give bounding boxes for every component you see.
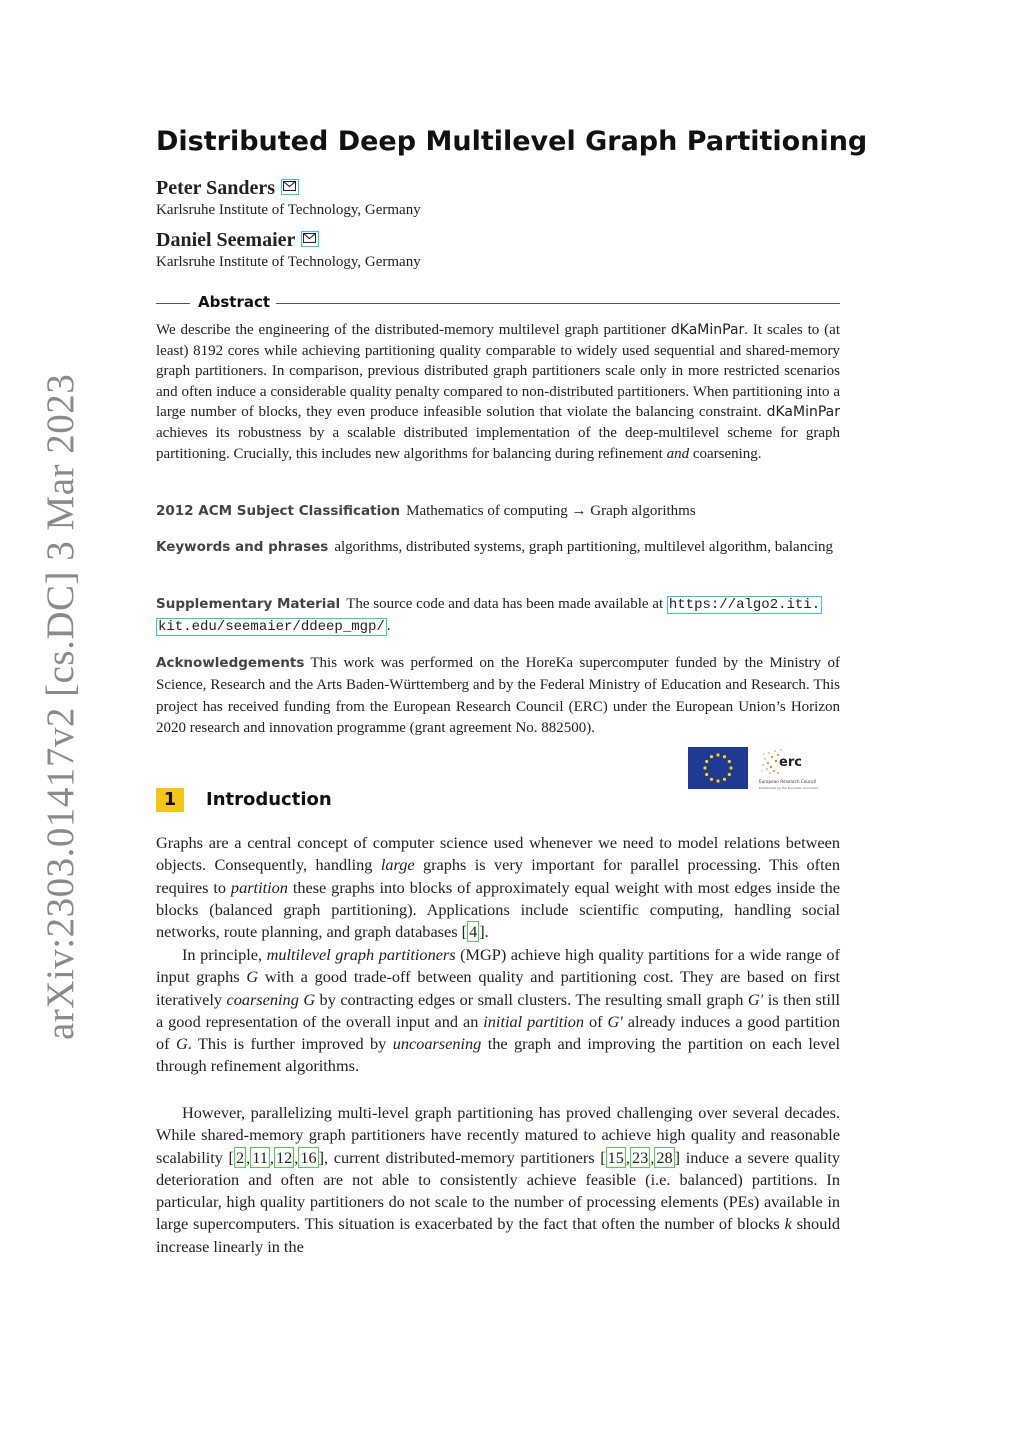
text: Graphs are a central concept of computer science used whenever we need to model relations between objects. Consequently, handling bbox=[156, 833, 840, 875]
citation-link[interactable]: 28 bbox=[656, 1147, 673, 1167]
text: already induces a good partition of bbox=[156, 1011, 840, 1054]
intro-paragraph-2 bbox=[156, 944, 840, 1078]
text: by contracting edges or small clusters. The resulting small graph bbox=[315, 989, 748, 1009]
erc-logo bbox=[754, 745, 818, 793]
citation-link[interactable]: 11 bbox=[252, 1147, 268, 1167]
text: the graph and improving the partition on each level through refinement algorithms. bbox=[156, 1034, 841, 1076]
abstract-heading: Abstract bbox=[198, 293, 271, 311]
acm-classification bbox=[156, 501, 840, 522]
abstract-part: We describe the engineering of the distributed-memory multilevel graph partitioner bbox=[156, 322, 671, 338]
supplementary-material bbox=[156, 594, 840, 637]
funding-logos bbox=[688, 745, 818, 793]
source-url-link-cont[interactable]: kit.edu/seemaier/ddeep_mgp/ bbox=[158, 618, 385, 635]
supplementary-end: . bbox=[386, 617, 391, 634]
paper-title: Distributed Deep Multilevel Graph Partitioning bbox=[156, 126, 868, 157]
erc-logo-text: erc bbox=[779, 755, 802, 770]
text: with a good trade-off between quality and partitioning cost. They are based on first iteratively bbox=[156, 967, 840, 1009]
supplementary-text: The source code and data has been made available at bbox=[346, 596, 667, 612]
erc-logo-subtitle: European Research Council bbox=[759, 779, 817, 784]
author-1-name: Peter Sanders bbox=[156, 177, 276, 199]
text: However, parallelizing multi-level graph partitioning has proved challenging over several decades. While shared-memory graph partitioners have recently matured to achieve high quality and reasonable scalability [ bbox=[156, 1103, 840, 1167]
text: . This is further improved by bbox=[187, 1034, 393, 1054]
erc-logo-subtitle-2: Established by the European Commission bbox=[759, 786, 818, 790]
abstract-part: . It scales to (at least) 8192 cores while achieving partitioning quality comparable to widely used sequential and shared-memory graph partitioners. In comparison, previous distributed graph partitioners scale only in more restricted scenarios and often induce a considerable quality penalty compared to non-distributed partitioners. When partitioning into a large number of blocks, they even produce infeasible solution that violate the balancing constraint. bbox=[156, 322, 840, 421]
citation-link[interactable]: 4 bbox=[469, 922, 478, 942]
text: is then still a good representation of the overall input and an bbox=[156, 989, 840, 1031]
eu-flag-logo bbox=[688, 747, 748, 789]
text: graphs is very important for parallel processing. This often requires to bbox=[156, 855, 840, 897]
keywords-label: Keywords and phrases bbox=[156, 539, 329, 555]
acknowledgements bbox=[156, 653, 840, 740]
emphasis: uncoarsening bbox=[392, 1034, 482, 1054]
arxiv-identifier: arXiv:2303.01417v2 [cs.DC] 3 Mar 2023 bbox=[39, 373, 82, 1040]
abstract-part: coarsening. bbox=[689, 445, 762, 462]
acknowledgements-label: Acknowledgements bbox=[156, 655, 305, 671]
keywords bbox=[156, 537, 840, 558]
abstract-heading-rule bbox=[156, 293, 840, 313]
rule-left bbox=[156, 303, 190, 304]
keywords-text: algorithms, distributed systems, graph partitioning, multilevel algorithm, balancing bbox=[334, 539, 834, 555]
citation-link[interactable]: 15 bbox=[607, 1147, 624, 1167]
intro-paragraph-1: Graphs are a central concept of computer science used whenever we need to model relations between objects. Consequently, handling large graphs is very important for parallel processing. This often requires to partition these graphs into blocks of approximately equal weight with most edges inside the blocks (balanced graph partitioning). Applications include scientific computing, handling social networks, route planning, and graph databases [ 4 ]. bbox=[156, 833, 840, 942]
email-icon[interactable] bbox=[301, 231, 319, 247]
emphasis: large bbox=[380, 855, 415, 875]
emphasis: coarsening G bbox=[226, 989, 316, 1009]
abstract-text bbox=[156, 320, 840, 464]
section-number: 1 bbox=[156, 788, 184, 812]
citation-link[interactable]: 16 bbox=[300, 1147, 317, 1167]
author-1-affiliation: Karlsruhe Institute of Technology, Germany bbox=[156, 202, 421, 218]
author-2-affiliation: Karlsruhe Institute of Technology, Germany bbox=[156, 254, 421, 270]
text: (MGP) achieve high quality partitions for a wide range of input graphs bbox=[156, 945, 840, 987]
math: G bbox=[246, 967, 259, 987]
acm-text: Mathematics of computing → Graph algorithms bbox=[406, 503, 696, 519]
email-icon[interactable] bbox=[281, 179, 299, 195]
text: . bbox=[484, 922, 489, 942]
abstract-part: achieves its robustness by a scalable distributed implementation of the deep-multilevel scheme for graph partitioning. Crucially, this includes new algorithms for balancing during refinement bbox=[156, 424, 840, 462]
text: these graphs into blocks of approximately equal weight with most edges inside the blocks (balanced graph partitioning). Applications include scientific computing, handling social networks, route planning, and graph databases bbox=[156, 877, 840, 942]
math: G bbox=[175, 1034, 188, 1054]
source-url-link[interactable]: https://algo2.iti. bbox=[668, 597, 821, 613]
emphasis: partition bbox=[230, 877, 288, 897]
text: ] induce a severe quality deterioration and often are not able to consistently achieve feasible (i.e. balanced) partitions. In particular, high quality partitioners do not scale to the number of processing elements (PEs) available in large supercomputers. This situation is exacerbated by the fact that often the number of blocks bbox=[156, 1147, 841, 1234]
citation-link[interactable]: 2 bbox=[235, 1147, 245, 1167]
tool-name: dKaMinPar bbox=[766, 404, 840, 421]
author-2-name: Daniel Seemaier bbox=[156, 229, 296, 251]
acm-label: 2012 ACM Subject Classification bbox=[156, 503, 401, 519]
emphasis: initial partition bbox=[483, 1011, 585, 1031]
citation-link[interactable]: 12 bbox=[275, 1147, 293, 1167]
math: k bbox=[784, 1214, 792, 1234]
intro-paragraph-3: However, parallelizing multi-level graph partitioning has proved challenging over several decades. While shared-memory graph partitioners have recently matured to achieve high quality and reasonable scalability [ 2 , 11 , 12 , 16 ], current distributed-memory partitioners [ 15 , 23 , 28 ] induce a severe quality deterioration and often are not able to consistently achieve feasible (i.e. balanced) partitions. In particular, high quality partitioners do not scale to the number of processing elements (PEs) available in large supercomputers. This situation is exacerbated by the fact that often the number of blocks k should increase linearly in the bbox=[156, 1103, 841, 1256]
tool-name: dKaMinPar bbox=[670, 322, 745, 338]
text: should increase linearly in the bbox=[156, 1214, 840, 1256]
citation-link[interactable]: 23 bbox=[632, 1147, 649, 1167]
text: ], current distributed-memory partitioners [ bbox=[318, 1147, 606, 1167]
author-2 bbox=[156, 229, 319, 252]
text: of bbox=[584, 1011, 608, 1031]
acknowledgements-text: This work was performed on the HoreKa supercomputer funded by the Ministry of Science, Research and the Arts Baden-Württemberg and by the Federal Ministry of Education and Research. This project has received funding from the European Research Council (ERC) under the European Union’s Horizon 2020 research and innovation programme (grant agreement No. 882500). bbox=[156, 655, 840, 737]
text: In principle, bbox=[182, 945, 267, 964]
section-title: Introduction bbox=[206, 789, 332, 810]
supplementary-label: Supplementary Material bbox=[156, 596, 341, 612]
emphasis: multilevel graph partitioners bbox=[266, 945, 456, 964]
abstract-emphasis: and bbox=[666, 445, 690, 462]
math: G′ bbox=[747, 989, 764, 1009]
author-1 bbox=[156, 177, 299, 200]
rule-right bbox=[276, 303, 840, 304]
math: G′ bbox=[607, 1011, 623, 1031]
